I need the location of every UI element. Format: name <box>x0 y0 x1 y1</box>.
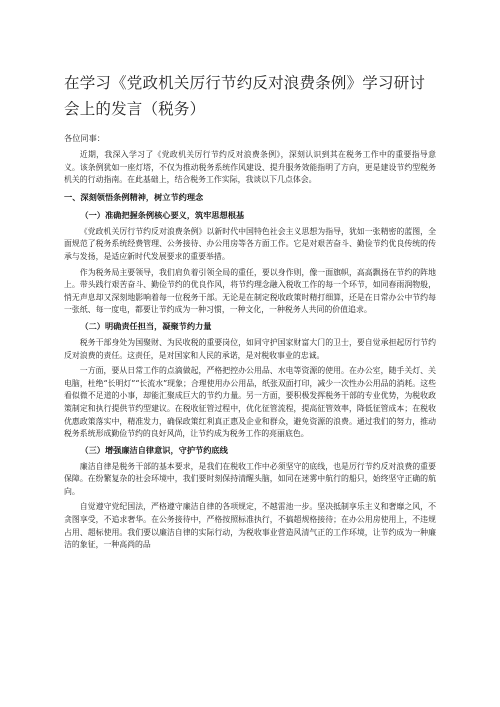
paragraph: 作为税务局主要领导，我们肩负着引领全局的重任，要以身作则，像一面旗帜，高高飘扬在节约的阵地上。带头践行艰苦奋斗、勤俭节约的优良作风，将节约理念融入税收工作的每一个环节，如同春雨润物般，悄无声息却又深刻地影响着每一位税务干部。无论是在制定税收政策时精打细算，还是在日常办公中节约每一张纸、每一度电，都要让节约成为一种习惯，一种文化，一种税务人共同的价值追求。 <box>64 267 436 315</box>
document-title: 在学习《党政机关厉行节约反对浪费条例》学习研讨会上的发言（税务） <box>64 74 426 118</box>
greeting: 各位同事： <box>64 133 105 143</box>
paragraph: 一方面，要从日常工作的点滴做起，严格把控办公用品、水电等资源的使用。在办公室，随手关灯、关电脑，杜绝“长明灯”“长流水”现象；合理使用办公用品，纸张双面打印，减少一次性办公用品的消耗。这些看似微不足道的小事，却能汇聚成巨大的节约力量。另一方面，要积极发挥税务干部的专业优势，为税收政策制定和执行提供节约型建议。在税收征管过程中，优化征管流程，提高征管效率，降低征管成本；在税收优惠政策落实中，精准发力，确保政策红利真正惠及企业和群众，避免资源的浪费。通过我们的努力，推动税务系统形成勤俭节约的良好风尚，让节约成为税务工作的亮丽底色。 <box>64 366 436 439</box>
paragraph: 廉洁自律是税务干部的基本要求，是我们在税收工作中必须坚守的底线，也是厉行节约反对浪费的重要保障。在纷繁复杂的社会环境中，我们要时刻保持清醒头脑，如同在迷雾中航行的船只，始终坚守正确的航向。 <box>64 461 436 496</box>
intro-paragraph: 近期，我深入学习了《党政机关厉行节约反对浪费条例》，深刻认识到其在税务工作中的重要指导意义。该条例犹如一座灯塔，不仅为推动税务系统作风建设、提升服务效能指明了方向，更是建设节约型税务机关的行动指南。在此基础上，结合税务工作实际，我谈以下几点体会。 <box>64 150 436 185</box>
paragraph: 税务干部身处为国聚财、为民收税的重要岗位，如同守护国家财富大门的卫士，要自觉承担起厉行节约反对浪费的责任。这责任，是对国家和人民的承诺，是对税收事业的忠诚。 <box>64 337 436 360</box>
subsection-heading-1: （一）准确把握条例核心要义，筑牢思想根基 <box>80 209 245 220</box>
paragraph: 自觉遵守党纪国法，严格遵守廉洁自律的各项规定，不越雷池一步。坚决抵制享乐主义和奢靡之风，不贪图享受，不追求奢华。在公务接待中，严格按照标准执行，不搞超规格接待；在办公用房使用上，不违规占用、超标使用。我们要以廉洁自律的实际行动，为税收事业营造风清气正的工作环境，让节约成为一种廉洁的象征，一种高尚的品 <box>64 502 436 550</box>
subsection-heading-3: （三）增强廉洁自律意识，守护节约底线 <box>80 444 228 455</box>
paragraph: 《党政机关厉行节约反对浪费条例》以新时代中国特色社会主义思想为指导，犹如一张精密的蓝图，全面规范了税务系统经费管理、公务接待、办公用房等各方面工作。它是对艰苦奋斗、勤俭节约优良传统的传承与发扬，是适应新时代发展要求的重要举措。 <box>64 226 436 261</box>
section-heading-1: 一、深刻领悟条例精神，树立节约理念 <box>64 191 204 202</box>
subsection-heading-2: （二）明确责任担当，凝聚节约力量 <box>80 320 212 331</box>
